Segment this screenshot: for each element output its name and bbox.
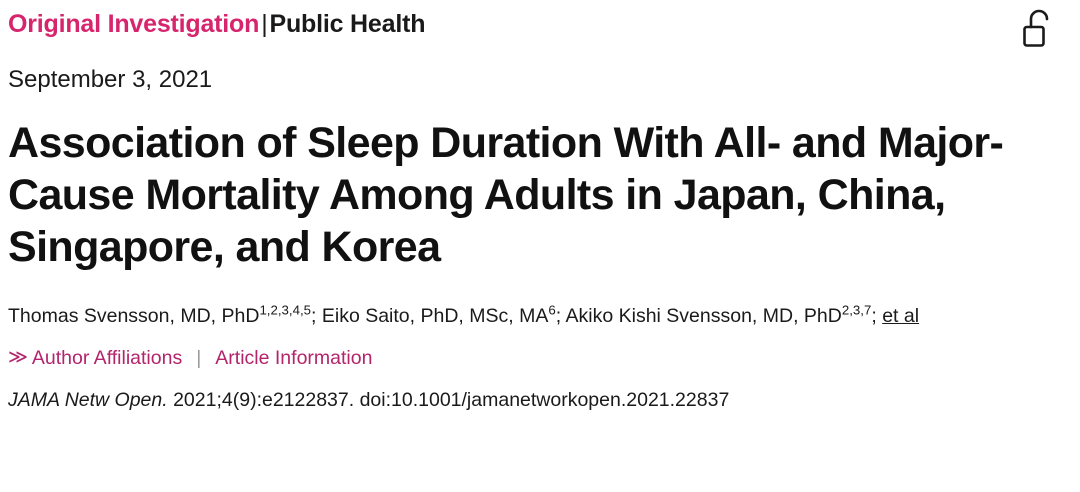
article-links-row <box>8 346 1056 371</box>
citation-line <box>8 388 1056 413</box>
author-affiliations-link[interactable]: Author Affiliations <box>31 346 183 369</box>
article-section-label[interactable]: Public Health <box>269 10 426 38</box>
author-affiliation-marks: 6 <box>548 302 556 318</box>
article-information-link[interactable]: Article Information <box>215 346 373 369</box>
article-type-label[interactable]: Original Investigation <box>8 10 260 38</box>
kicker-row <box>8 10 1056 48</box>
author-trailing: ; <box>555 304 566 327</box>
author-name[interactable]: Akiko Kishi Svensson, MD, PhD <box>565 304 842 327</box>
et-al-link[interactable]: et al <box>882 304 920 327</box>
author-affiliation-marks: 2,3,7 <box>841 302 872 318</box>
author-name[interactable]: Thomas Svensson, MD, PhD <box>8 304 260 327</box>
author-trailing: ; <box>871 304 883 327</box>
author-list <box>8 302 1056 330</box>
author-trailing: ; <box>311 304 322 327</box>
journal-name: JAMA Netw Open. <box>8 389 168 412</box>
publication-date: September 3, 2021 <box>8 66 213 93</box>
open-lock-icon <box>1022 8 1056 48</box>
author-name[interactable]: Eiko Saito, PhD, MSc, MA <box>321 304 549 327</box>
chevron-double-right-icon: ≫ <box>8 347 26 369</box>
page-title: Association of Sleep Duration With All- and Major-Cause Mortality Among Adults in Japan, China, Singapore, and Korea <box>8 118 1004 271</box>
links-divider: | <box>196 346 202 369</box>
article-kicker <box>8 10 425 39</box>
author-affiliation-marks: 1,2,3,4,5 <box>259 302 312 318</box>
kicker-separator: | <box>261 10 268 38</box>
citation-details: 2021;4(9):e2122837. doi:10.1001/jamanetworkopen.2021.22837 <box>167 389 730 412</box>
